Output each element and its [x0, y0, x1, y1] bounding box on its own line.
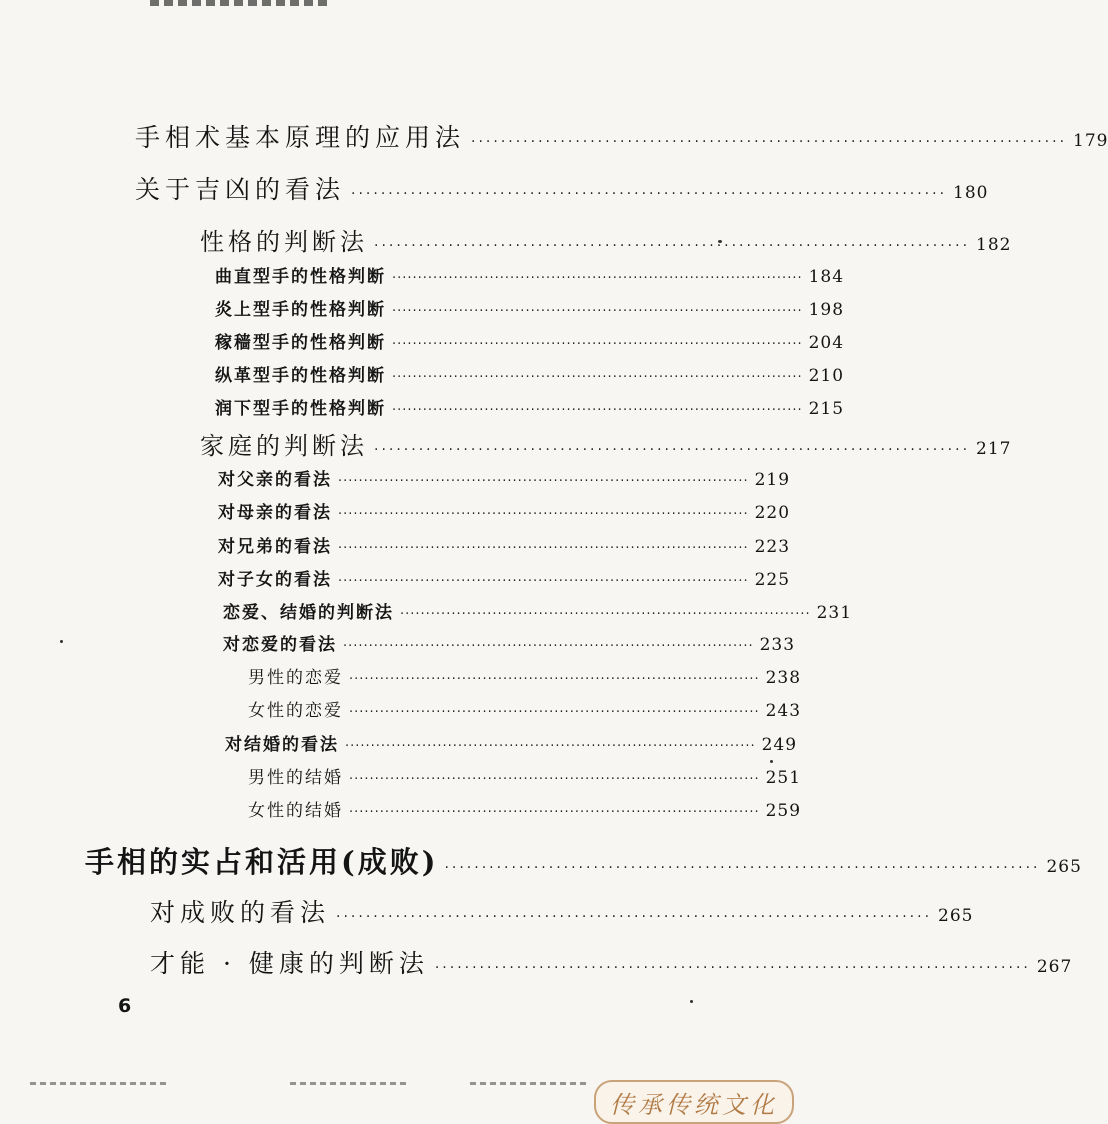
toc-entry	[218, 465, 791, 490]
toc-leader-dots: ················································································	[338, 474, 749, 489]
toc-entry-title: 对父亲的看法	[218, 470, 332, 490]
toc-entry-page: 259	[765, 801, 802, 821]
toc-entry	[223, 598, 853, 623]
toc-leader-dots: ················································································	[400, 607, 811, 622]
toc-entry-title: 手相的实占和活用(成败)	[85, 845, 439, 879]
toc-entry-page: 180	[953, 183, 989, 203]
toc-entry	[150, 893, 974, 929]
toc-entry-page: 184	[808, 267, 845, 287]
toc-entry-page: 215	[808, 399, 845, 419]
toc-entry-title: 女性的恋爱	[248, 701, 343, 721]
toc-entry	[248, 696, 802, 721]
toc-leader-dots: ················································································	[434, 960, 1031, 976]
toc-entry	[248, 663, 802, 688]
toc-leader-dots: ················································································	[471, 134, 1068, 150]
toc-entry-page: 217	[976, 439, 1012, 459]
scan-artifact-bottom	[470, 1082, 590, 1085]
toc-entry	[85, 840, 1082, 881]
toc-entry-title: 润下型手的性格判断	[215, 399, 386, 419]
toc-entry	[200, 222, 1012, 257]
toc-entry-title: 男性的恋爱	[248, 668, 343, 688]
scan-speck	[60, 640, 63, 643]
toc-entry	[135, 170, 989, 206]
scan-artifact-bottom	[290, 1082, 410, 1085]
toc-entry-title: 性格的判断法	[200, 228, 368, 256]
scan-speck	[690, 1000, 693, 1003]
toc-entry-page: 267	[1036, 957, 1073, 977]
toc-entry-page: 243	[765, 701, 802, 721]
toc-entry-title: 手相术基本原理的应用法	[135, 123, 466, 152]
toc-entry-page: 251	[765, 768, 802, 788]
toc-entry-page: 265	[938, 906, 974, 926]
toc-entry-title: 家庭的判断法	[200, 432, 368, 460]
toc-entry	[218, 532, 791, 557]
toc-entry-title: 对结婚的看法	[225, 735, 339, 755]
toc-entry	[215, 361, 845, 386]
toc-entry-page: 249	[761, 735, 798, 755]
toc-entry-title: 对恋爱的看法	[223, 635, 337, 655]
toc-leader-dots: ················································································	[338, 541, 749, 556]
toc-entry-title: 才能 · 健康的判断法	[150, 949, 429, 978]
toc-entry-title: 炎上型手的性格判断	[215, 300, 386, 320]
toc-entry-title: 男性的结婚	[248, 768, 343, 788]
toc-leader-dots: ················································································	[392, 304, 803, 319]
toc-entry-title: 对子女的看法	[218, 570, 332, 590]
toc-entry-title: 对成败的看法	[150, 898, 331, 927]
toc-entry-page: 265	[1046, 857, 1082, 877]
toc-leader-dots: ················································································	[392, 370, 803, 385]
toc-entry	[248, 796, 802, 821]
toc-leader-dots: ················································································	[338, 574, 749, 589]
toc-entry-title: 关于吉凶的看法	[135, 175, 346, 204]
toc-entry-page: 220	[754, 503, 791, 523]
toc-entry	[218, 498, 791, 523]
toc-entry-page: 219	[754, 470, 791, 490]
toc-entry-title: 恋爱、结婚的判断法	[223, 603, 394, 623]
toc-entry-title: 稼穑型手的性格判断	[215, 333, 386, 353]
toc-leader-dots: ················································································	[349, 805, 760, 820]
toc-entry-title: 对兄弟的看法	[218, 537, 332, 557]
toc-entry	[215, 328, 845, 353]
toc-leader-dots: ················································································	[392, 337, 803, 352]
scan-artifact-bottom	[30, 1082, 170, 1085]
toc-leader-dots: ················································································	[374, 238, 971, 254]
toc-leader-dots: ················································································	[392, 271, 803, 286]
page-number: 6	[118, 995, 132, 1017]
toc-leader-dots: ················································································	[349, 705, 760, 720]
toc-entry-page: 233	[759, 635, 796, 655]
toc-leader-dots: ················································································	[349, 672, 760, 687]
toc-entry	[218, 565, 791, 590]
toc-leader-dots: ················································································	[336, 909, 933, 925]
toc-leader-dots: ················································································	[345, 739, 756, 754]
toc-leader-dots: ················································································	[338, 507, 749, 522]
toc-entry-page: 210	[808, 366, 845, 386]
toc-entry-page: 231	[816, 603, 853, 623]
toc-entry-page: 204	[808, 333, 845, 353]
toc-leader-dots: ················································································	[392, 403, 803, 418]
toc-entry-page: 225	[754, 570, 791, 590]
toc-entry	[215, 262, 845, 287]
scan-speck	[770, 760, 773, 763]
toc-entry	[135, 118, 1108, 154]
toc-entry-page: 223	[754, 537, 791, 557]
toc-leader-dots: ················································································	[444, 860, 1041, 876]
toc-leader-dots: ················································································	[343, 639, 754, 654]
toc-entry	[248, 763, 802, 788]
toc-entry-title: 对母亲的看法	[218, 503, 332, 523]
toc-entry	[223, 630, 796, 655]
toc-entry-title: 曲直型手的性格判断	[215, 267, 386, 287]
toc-entry-title: 纵革型手的性格判断	[215, 366, 386, 386]
toc-leader-dots: ················································································	[351, 186, 948, 202]
toc-entry	[215, 394, 845, 419]
toc-entry-page: 182	[976, 235, 1012, 255]
toc-entry-title: 女性的结婚	[248, 801, 343, 821]
toc-entry	[225, 730, 798, 755]
seal-text: 传承传统文化	[610, 1090, 778, 1119]
toc-leader-dots: ················································································	[374, 442, 971, 458]
scan-artifact-top	[150, 0, 330, 6]
toc-entry-page: 179	[1073, 131, 1108, 151]
toc-entry	[200, 426, 1012, 461]
toc-entry	[215, 295, 845, 320]
toc-entry-page: 198	[808, 300, 845, 320]
toc-entry-page: 238	[765, 668, 802, 688]
toc-entry	[150, 944, 1073, 980]
watermark-seal	[594, 1080, 794, 1124]
toc-leader-dots: ················································································	[349, 772, 760, 787]
